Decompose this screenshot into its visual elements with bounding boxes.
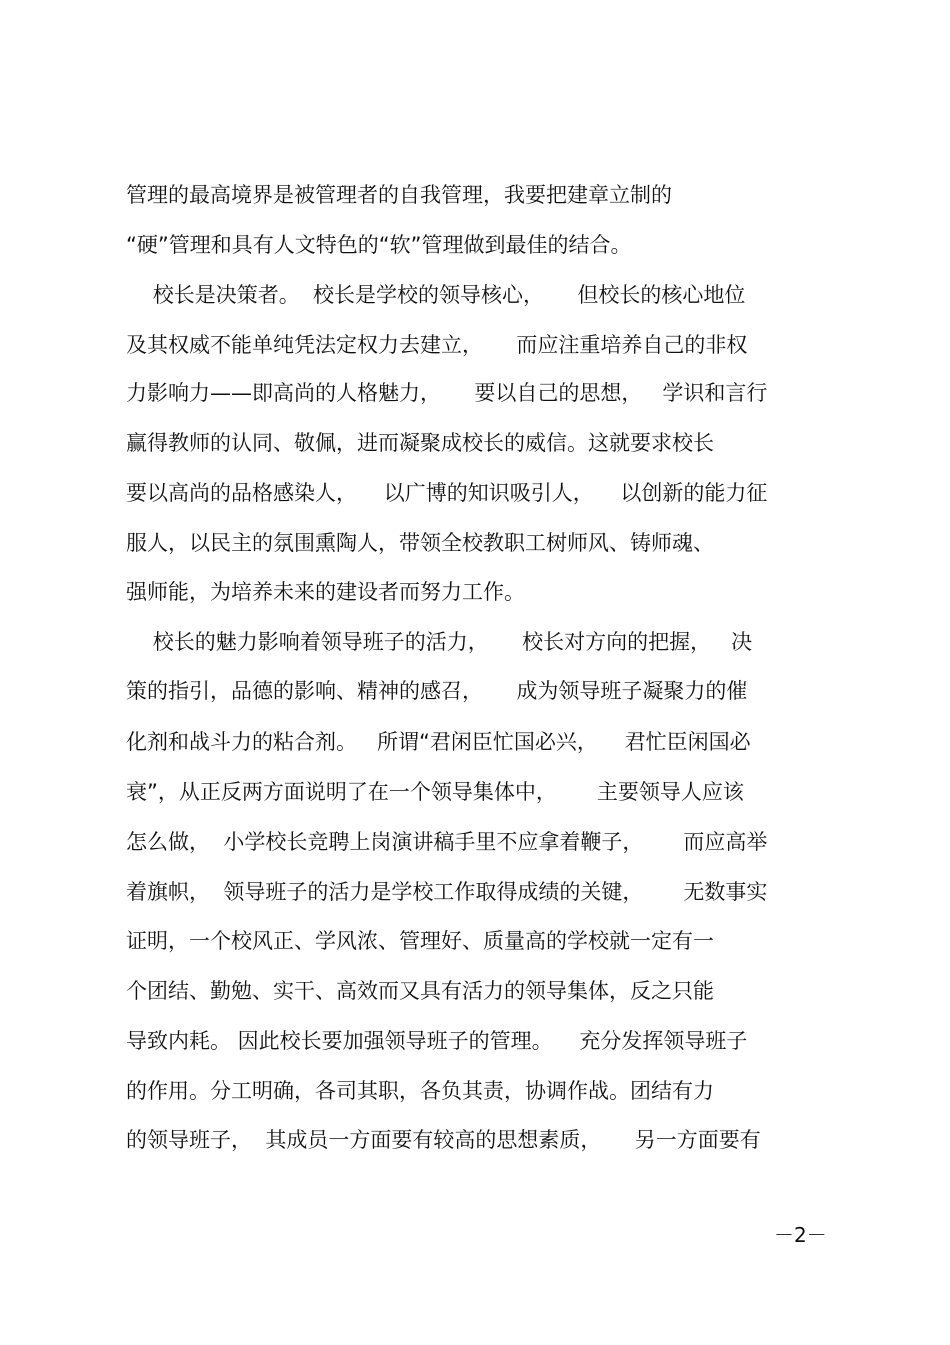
text-line: 化剂和战斗力的粘合剂。 所谓“君闲臣忙国必兴， 君忙臣闲国必 [126,730,751,754]
page-number: －2－ [774,1223,827,1247]
text-line: 的作用。分工明确，各司其职，各负其责，协调作战。团结有力 [126,1079,714,1103]
text-line: 管理的最高境界是被管理者的自我管理，我要把建章立制的 [126,183,672,207]
text-line: 校长是决策者。 校长是学校的领导核心， 但校长的核心地位 [126,283,746,307]
text-line: 校长的魅力影响着领导班子的活力， 校长对方向的把握， 决 [126,630,753,654]
text-line: 策的指引，品德的影响、精神的感召， 成为领导班子凝聚力的催 [126,679,748,703]
text-line: 及其权威不能单纯凭法定权力去建立， 而应注重培养自己的非权 [126,333,748,357]
text-line: “硬”管理和具有人文特色的“软”管理做到最佳的结合。 [126,233,632,257]
text-line: 要以高尚的品格感染人， 以广博的知识吸引人， 以创新的能力征 [126,481,768,505]
text-line: 服人，以民主的氛围熏陶人，带领全校教职工树师风、铸师魂、 [126,531,714,555]
text-line: 导致内耗。 因此校长要加强领导班子的管理。 充分发挥领导班子 [126,1029,748,1053]
text-line: 力影响力——即高尚的人格魅力， 要以自己的思想， 学识和言行 [126,381,768,405]
text-line: 个团结、勤勉、实干、高效而又具有活力的领导集体，反之只能 [126,979,714,1003]
text-line: 怎么做， 小学校长竞聘上岗演讲稿手里不应拿着鞭子， 而应高举 [126,830,768,854]
text-line: 强师能，为培养未来的建设者而努力工作。 [126,580,525,604]
text-line: 的领导班子， 其成员一方面要有较高的思想素质， 另一方面要有 [126,1128,761,1152]
text-line: 赢得教师的认同、敬佩，进而凝聚成校长的威信。这就要求校长 [126,431,714,455]
text-line: 证明，一个校风正、学风浓、管理好、质量高的学校就一定有一 [126,929,714,953]
text-line: 着旗帜， 领导班子的活力是学校工作取得成绩的关键， 无数事实 [126,880,768,904]
text-line: 衰”，从正反两方面说明了在一个领导集体中， 主要领导人应该 [126,780,744,804]
